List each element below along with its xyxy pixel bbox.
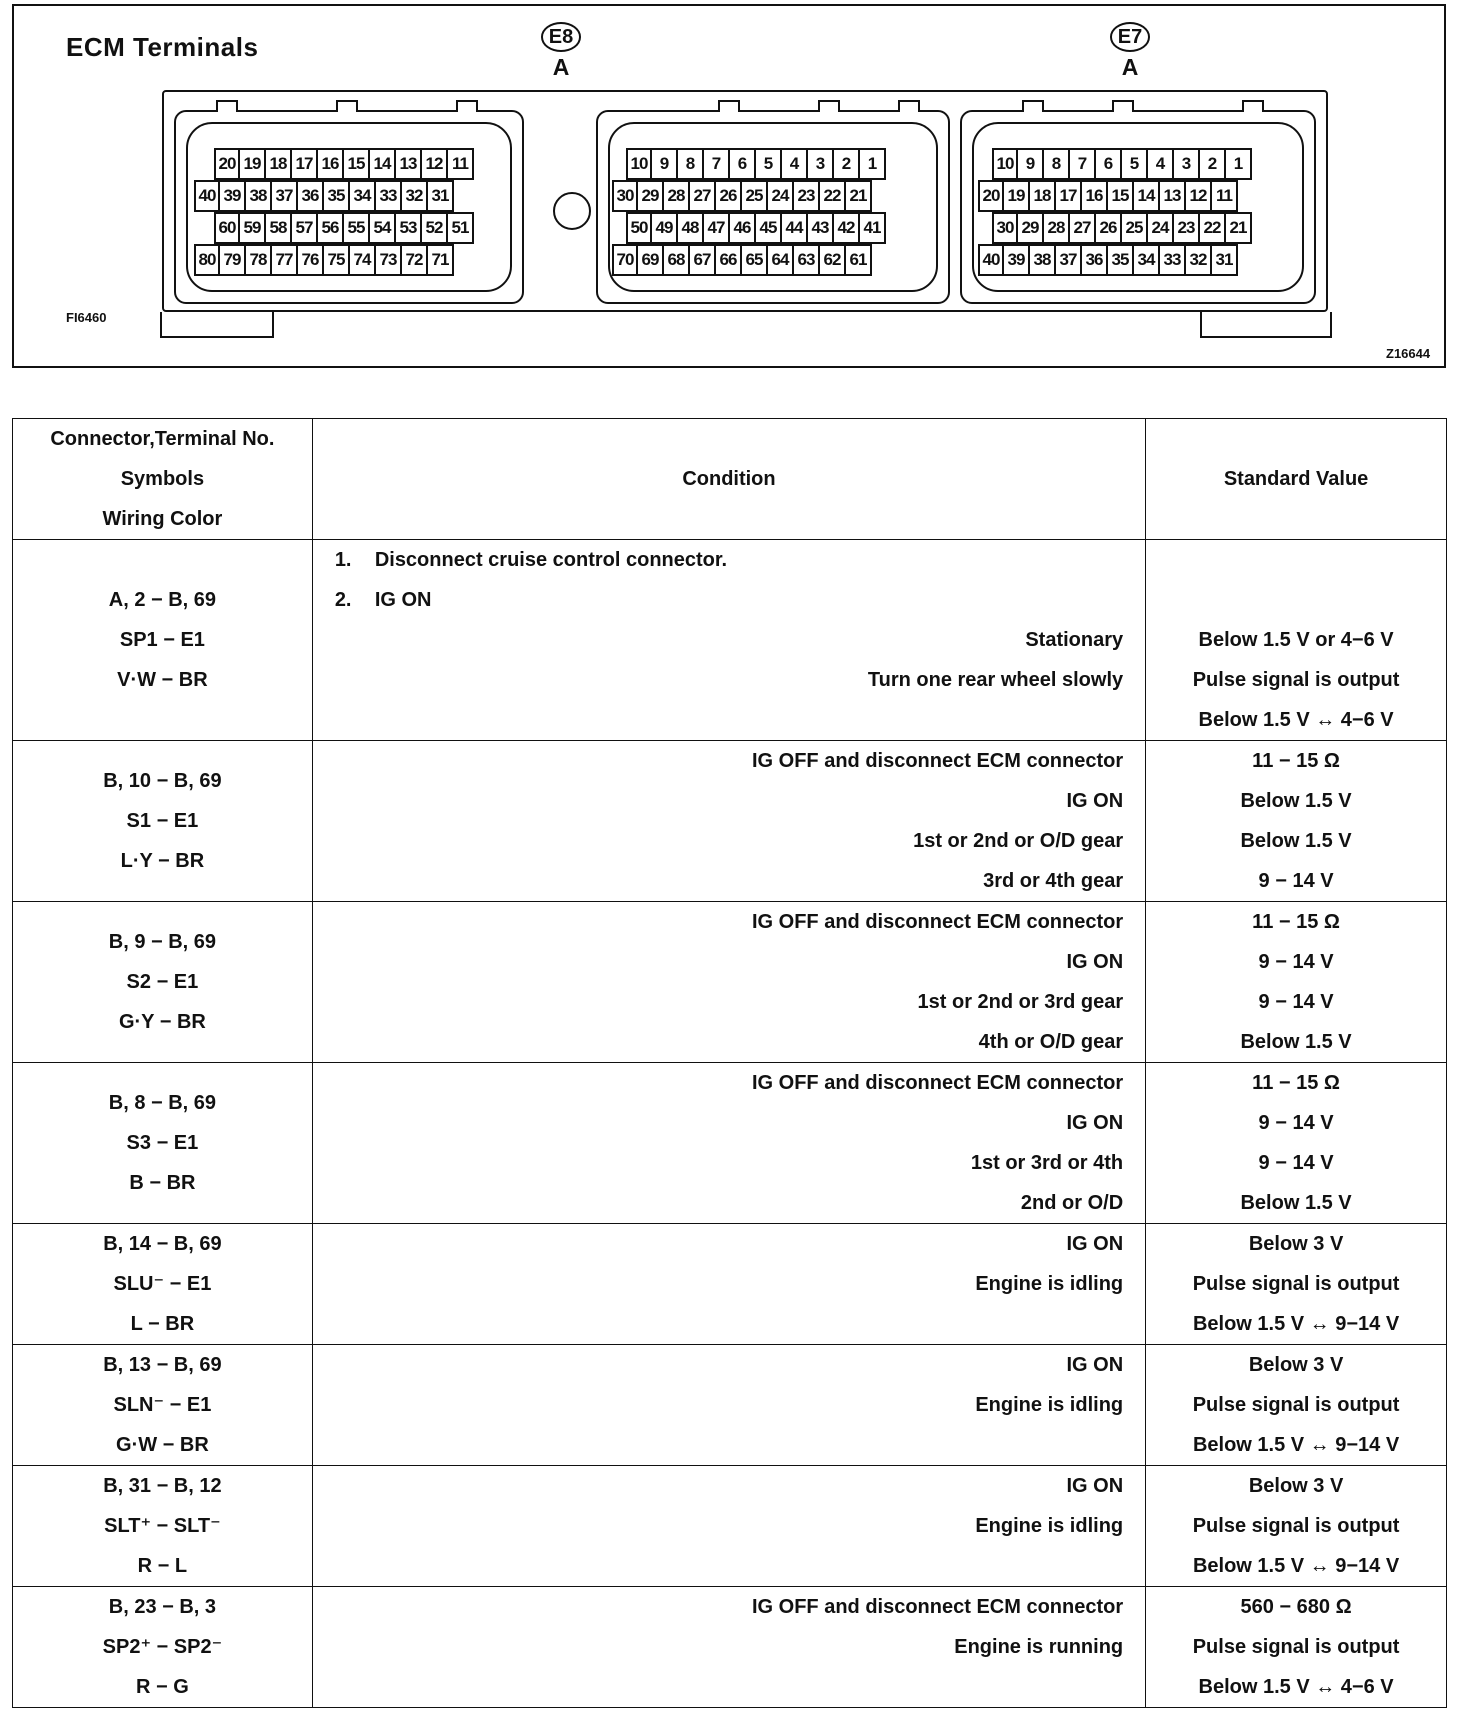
pin-number: 9 — [652, 150, 678, 180]
connector-b-left-block — [174, 110, 524, 304]
condition-line: IG ON — [1066, 790, 1124, 812]
pin-number: 79 — [220, 246, 246, 276]
pin-number: 41 — [860, 214, 886, 244]
figure-code-right: Z16644 — [1386, 346, 1431, 361]
pin-number: 10 — [992, 150, 1018, 180]
pin-number: 25 — [742, 182, 768, 212]
table-row — [13, 1224, 1447, 1345]
pin-number: 43 — [808, 214, 834, 244]
standard-value: Pulse signal is output — [1192, 1273, 1400, 1295]
pin-number: 58 — [266, 214, 292, 244]
terminal-symbols: S3 − E1 — [126, 1132, 199, 1154]
pin-row — [214, 148, 474, 180]
condition-cell — [312, 902, 1145, 1063]
standard-value: 560 − 680 Ω — [1240, 1596, 1352, 1618]
block-tab — [336, 100, 358, 112]
standard-value: Below 1.5 V — [1240, 1192, 1352, 1214]
pin-number: 35 — [1108, 246, 1134, 276]
terminal-spec-table — [12, 418, 1447, 1708]
pin-number: 62 — [820, 246, 846, 276]
pin-number: 80 — [194, 246, 220, 276]
condition-line: IG OFF and disconnect ECM connector — [751, 911, 1124, 933]
pin-number: 39 — [220, 182, 246, 212]
pin-number: 24 — [768, 182, 794, 212]
terminal-wiring: R − G — [136, 1676, 189, 1698]
pin-number: 52 — [422, 214, 448, 244]
standard-value: Below 1.5 V — [1240, 1031, 1352, 1053]
terminal-terminal: B, 10 − B, 69 — [103, 770, 222, 792]
pin-number: 8 — [1044, 150, 1070, 180]
pin-number: 7 — [704, 150, 730, 180]
connector-a-block — [960, 110, 1316, 304]
pin-row — [992, 148, 1252, 180]
standard-value: 11 − 15 Ω — [1252, 750, 1340, 772]
pin-number: 21 — [1226, 214, 1252, 244]
pin-number: 26 — [1096, 214, 1122, 244]
pin-row — [612, 180, 872, 212]
standard-value: Below 1.5 V — [1240, 790, 1352, 812]
value-spacer — [1146, 580, 1446, 620]
pin-number: 76 — [298, 246, 324, 276]
pin-number: 36 — [1082, 246, 1108, 276]
condition-line — [313, 1546, 1123, 1586]
pin-number: 60 — [214, 214, 240, 244]
pin-number: 27 — [690, 182, 716, 212]
pin-row — [978, 244, 1238, 276]
condition-cell — [312, 1063, 1145, 1224]
pin-number: 12 — [422, 150, 448, 180]
table-row — [13, 1466, 1447, 1587]
pin-number: 28 — [1044, 214, 1070, 244]
pin-number: 16 — [1082, 182, 1108, 212]
step-number: 2. — [334, 589, 352, 611]
pin-number: 31 — [1212, 246, 1238, 276]
condition-line: 2nd or O/D — [1020, 1192, 1124, 1214]
pin-number: 15 — [1108, 182, 1134, 212]
standard-value: Pulse signal is output — [1192, 669, 1400, 691]
standard-value: Pulse signal is output — [1192, 1515, 1400, 1537]
condition-line — [313, 1425, 1123, 1465]
connector-letter: A — [1121, 54, 1139, 80]
condition-cell — [312, 741, 1145, 902]
pin-number: 3 — [808, 150, 834, 180]
pin-number: 30 — [992, 214, 1018, 244]
terminal-wiring: G·W − BR — [116, 1434, 209, 1456]
condition-line: IG ON — [1066, 951, 1124, 973]
terminal-terminal: A, 2 − B, 69 — [108, 589, 217, 611]
terminal-wiring: L·Y − BR — [120, 850, 205, 872]
terminal-symbols: SLT⁺ − SLT⁻ — [104, 1515, 221, 1537]
table-row — [13, 1587, 1447, 1708]
terminal-terminal: B, 8 − B, 69 — [108, 1092, 217, 1114]
pin-number: 33 — [376, 182, 402, 212]
condition-cell — [312, 1587, 1145, 1708]
pin-number: 56 — [318, 214, 344, 244]
standard-value: Pulse signal is output — [1192, 1636, 1400, 1658]
standard-value: Below 3 V — [1248, 1475, 1344, 1497]
condition-line: Turn one rear wheel slowly — [867, 669, 1124, 691]
standard-value: 9 − 14 V — [1258, 991, 1334, 1013]
pin-number: 2 — [834, 150, 860, 180]
block-tab — [818, 100, 840, 112]
step-text: Disconnect cruise control connector. — [374, 549, 728, 571]
standard-value: Below 3 V — [1248, 1354, 1344, 1376]
condition-line: IG ON — [1066, 1233, 1124, 1255]
pin-number: 17 — [1056, 182, 1082, 212]
table-row — [13, 902, 1447, 1063]
pin-number: 28 — [664, 182, 690, 212]
pin-number: 5 — [1122, 150, 1148, 180]
connector-code: E8 — [541, 22, 581, 52]
value-cell — [1146, 540, 1447, 741]
pin-row — [626, 148, 886, 180]
standard-value: 9 − 14 V — [1258, 870, 1334, 892]
block-tab — [898, 100, 920, 112]
standard-value: 11 − 15 Ω — [1252, 1072, 1340, 1094]
pin-number: 45 — [756, 214, 782, 244]
pin-number: 48 — [678, 214, 704, 244]
standard-value: Below 1.5 V ↔ 9−14 V — [1192, 1555, 1400, 1577]
pin-number: 21 — [846, 182, 872, 212]
pin-number: 72 — [402, 246, 428, 276]
pin-number: 15 — [344, 150, 370, 180]
standard-value: 9 − 14 V — [1258, 1112, 1334, 1134]
terminal-wiring: G·Y − BR — [118, 1011, 206, 1033]
condition-cell — [312, 1466, 1145, 1587]
connector-b-right-pins — [612, 148, 886, 276]
pin-number: 19 — [240, 150, 266, 180]
header-line: Wiring Color — [102, 508, 223, 530]
condition-line: Stationary — [1025, 629, 1124, 651]
pin-number: 29 — [638, 182, 664, 212]
connector-b-left-pins — [194, 148, 474, 276]
header-condition: Condition — [312, 419, 1145, 540]
table-header-row — [13, 419, 1447, 540]
condition-line: 4th or O/D gear — [978, 1031, 1124, 1053]
value-cell — [1146, 1587, 1447, 1708]
pin-row — [214, 212, 474, 244]
condition-line: 1st or 3rd or 4th — [970, 1152, 1124, 1174]
pin-number: 17 — [292, 150, 318, 180]
pin-number: 74 — [350, 246, 376, 276]
table-body — [13, 540, 1447, 1708]
header-line: Connector,Terminal No. — [50, 428, 275, 450]
procedure-step — [313, 580, 1123, 620]
condition-cell — [312, 1345, 1145, 1466]
connector-label-e8 — [526, 22, 596, 81]
block-tab — [1112, 100, 1134, 112]
pin-number: 75 — [324, 246, 350, 276]
terminal-cell — [13, 1224, 313, 1345]
connector-label-e7 — [1095, 22, 1165, 81]
pin-number: 33 — [1160, 246, 1186, 276]
header-terminal — [13, 419, 313, 540]
terminal-wiring: V·W − BR — [117, 669, 208, 691]
value-cell — [1146, 1345, 1447, 1466]
terminal-symbols: S1 − E1 — [126, 810, 199, 832]
condition-line: IG ON — [1066, 1112, 1124, 1134]
figure-code-left: FI6460 — [66, 310, 107, 325]
pin-number: 20 — [978, 182, 1004, 212]
value-cell — [1146, 741, 1447, 902]
standard-value: Below 1.5 V ↔ 4−6 V — [1198, 1676, 1394, 1698]
condition-line: IG OFF and disconnect ECM connector — [751, 750, 1124, 772]
step-number: 1. — [334, 549, 352, 571]
pin-number: 70 — [612, 246, 638, 276]
pin-number: 22 — [820, 182, 846, 212]
standard-value: Below 1.5 V — [1240, 830, 1352, 852]
pin-number: 3 — [1174, 150, 1200, 180]
terminal-cell — [13, 1466, 313, 1587]
pin-number: 32 — [402, 182, 428, 212]
standard-value: 9 − 14 V — [1258, 951, 1334, 973]
pin-number: 7 — [1070, 150, 1096, 180]
terminal-symbols: S2 − E1 — [126, 971, 199, 993]
value-cell — [1146, 1466, 1447, 1587]
standard-value: Below 3 V — [1248, 1233, 1344, 1255]
pin-row — [194, 244, 454, 276]
terminal-terminal: B, 13 − B, 69 — [103, 1354, 222, 1376]
terminal-symbols: SLN⁻ − E1 — [113, 1394, 212, 1416]
table-row — [13, 540, 1447, 741]
pin-number: 19 — [1004, 182, 1030, 212]
standard-value: Below 1.5 V ↔ 9−14 V — [1192, 1434, 1400, 1456]
terminal-wiring: R − L — [137, 1555, 188, 1577]
terminal-cell — [13, 902, 313, 1063]
pin-number: 66 — [716, 246, 742, 276]
table-row — [13, 1345, 1447, 1466]
terminal-terminal: B, 31 − B, 12 — [103, 1475, 222, 1497]
condition-line: Engine is running — [954, 1636, 1124, 1658]
pin-number: 18 — [1030, 182, 1056, 212]
pin-row — [612, 244, 872, 276]
pin-number: 51 — [448, 214, 474, 244]
pin-number: 25 — [1122, 214, 1148, 244]
condition-line: IG ON — [1066, 1354, 1124, 1376]
pin-number: 71 — [428, 246, 454, 276]
terminal-terminal: B, 14 − B, 69 — [103, 1233, 222, 1255]
terminal-wiring: B − BR — [129, 1172, 196, 1194]
pin-number: 77 — [272, 246, 298, 276]
pin-number: 44 — [782, 214, 808, 244]
pin-number: 67 — [690, 246, 716, 276]
pin-number: 4 — [782, 150, 808, 180]
pin-number: 6 — [730, 150, 756, 180]
pin-number: 46 — [730, 214, 756, 244]
pin-row — [626, 212, 886, 244]
connector-b-right-block — [596, 110, 950, 304]
terminal-symbols: SLU⁻ − E1 — [113, 1273, 212, 1295]
condition-line: 1st or 2nd or O/D gear — [913, 830, 1124, 852]
table-row — [13, 741, 1447, 902]
terminal-cell — [13, 741, 313, 902]
pin-number: 38 — [1030, 246, 1056, 276]
pin-number: 16 — [318, 150, 344, 180]
standard-value: Below 1.5 V or 4−6 V — [1198, 629, 1394, 651]
block-tab — [718, 100, 740, 112]
connector-a-pins — [978, 148, 1252, 276]
condition-line: 1st or 2nd or 3rd gear — [917, 991, 1124, 1013]
pin-number: 34 — [1134, 246, 1160, 276]
pin-number: 38 — [246, 182, 272, 212]
pin-number: 23 — [794, 182, 820, 212]
pin-number: 40 — [194, 182, 220, 212]
pin-number: 5 — [756, 150, 782, 180]
pin-number: 26 — [716, 182, 742, 212]
pin-number: 59 — [240, 214, 266, 244]
table-row — [13, 1063, 1447, 1224]
pin-number: 6 — [1096, 150, 1122, 180]
pin-number: 69 — [638, 246, 664, 276]
procedure-step — [313, 540, 1123, 580]
terminal-cell — [13, 1587, 313, 1708]
condition-line: Engine is idling — [975, 1515, 1124, 1537]
terminal-wiring: L − BR — [130, 1313, 195, 1335]
pin-number: 23 — [1174, 214, 1200, 244]
condition-line: IG OFF and disconnect ECM connector — [751, 1596, 1124, 1618]
connector-letter: A — [552, 54, 570, 80]
pin-number: 20 — [214, 150, 240, 180]
terminal-cell — [13, 540, 313, 741]
condition-cell — [312, 540, 1145, 741]
value-spacer — [1146, 540, 1446, 580]
mounting-hole — [553, 192, 591, 230]
terminal-cell — [13, 1063, 313, 1224]
pin-number: 68 — [664, 246, 690, 276]
block-tab — [1242, 100, 1264, 112]
pin-number: 61 — [846, 246, 872, 276]
pin-number: 55 — [344, 214, 370, 244]
block-tab — [216, 100, 238, 112]
pin-number: 54 — [370, 214, 396, 244]
condition-cell — [312, 1224, 1145, 1345]
pin-number: 14 — [1134, 182, 1160, 212]
pin-row — [992, 212, 1252, 244]
condition-line — [313, 700, 1123, 740]
standard-value: 9 − 14 V — [1258, 1152, 1334, 1174]
pin-number: 27 — [1070, 214, 1096, 244]
pin-number: 36 — [298, 182, 324, 212]
pin-number: 57 — [292, 214, 318, 244]
pin-number: 42 — [834, 214, 860, 244]
pin-number: 13 — [1160, 182, 1186, 212]
pin-number: 4 — [1148, 150, 1174, 180]
value-cell — [1146, 1063, 1447, 1224]
header-standard-value: Standard Value — [1146, 419, 1447, 540]
pin-number: 2 — [1200, 150, 1226, 180]
terminal-symbols: SP2⁺ − SP2⁻ — [102, 1636, 223, 1658]
condition-line — [313, 1667, 1123, 1707]
pin-number: 14 — [370, 150, 396, 180]
pin-row — [194, 180, 454, 212]
standard-value: Pulse signal is output — [1192, 1394, 1400, 1416]
pin-number: 10 — [626, 150, 652, 180]
standard-value: Below 1.5 V ↔ 9−14 V — [1192, 1313, 1400, 1335]
header-line: Symbols — [120, 468, 205, 490]
pin-number: 9 — [1018, 150, 1044, 180]
pin-number: 49 — [652, 214, 678, 244]
block-tab — [1022, 100, 1044, 112]
pin-number: 30 — [612, 182, 638, 212]
pin-number: 22 — [1200, 214, 1226, 244]
pin-number: 65 — [742, 246, 768, 276]
pin-number: 1 — [1226, 150, 1252, 180]
pin-number: 37 — [1056, 246, 1082, 276]
pin-number: 78 — [246, 246, 272, 276]
pin-number: 53 — [396, 214, 422, 244]
value-cell — [1146, 1224, 1447, 1345]
value-cell — [1146, 902, 1447, 1063]
pin-number: 31 — [428, 182, 454, 212]
pin-number: 39 — [1004, 246, 1030, 276]
pin-number: 29 — [1018, 214, 1044, 244]
pin-number: 40 — [978, 246, 1004, 276]
condition-line: IG OFF and disconnect ECM connector — [751, 1072, 1124, 1094]
ecm-terminal-diagram — [12, 4, 1446, 368]
pin-number: 12 — [1186, 182, 1212, 212]
condition-line: Engine is idling — [975, 1394, 1124, 1416]
pin-number: 1 — [860, 150, 886, 180]
condition-line: 3rd or 4th gear — [983, 870, 1124, 892]
housing-latch — [1200, 312, 1332, 338]
housing-latch — [160, 312, 274, 338]
diagram-title: ECM Terminals — [66, 32, 259, 62]
standard-value: 11 − 15 Ω — [1252, 911, 1340, 933]
pin-number: 35 — [324, 182, 350, 212]
pin-number: 8 — [678, 150, 704, 180]
block-tab — [456, 100, 478, 112]
terminal-terminal: B, 9 − B, 69 — [108, 931, 217, 953]
pin-number: 34 — [350, 182, 376, 212]
pin-number: 18 — [266, 150, 292, 180]
pin-number: 63 — [794, 246, 820, 276]
pin-number: 37 — [272, 182, 298, 212]
pin-number: 11 — [448, 150, 474, 180]
connector-code: E7 — [1110, 22, 1150, 52]
pin-number: 73 — [376, 246, 402, 276]
pin-number: 11 — [1212, 182, 1238, 212]
pin-number: 24 — [1148, 214, 1174, 244]
terminal-symbols: SP1 − E1 — [119, 629, 205, 651]
step-text: IG ON — [374, 589, 432, 611]
pin-row — [978, 180, 1238, 212]
standard-value: Below 1.5 V ↔ 4−6 V — [1198, 709, 1394, 731]
condition-line — [313, 1304, 1123, 1344]
pin-number: 64 — [768, 246, 794, 276]
condition-line: Engine is idling — [975, 1273, 1124, 1295]
terminal-cell — [13, 1345, 313, 1466]
condition-line: IG ON — [1066, 1475, 1124, 1497]
terminal-terminal: B, 23 − B, 3 — [108, 1596, 217, 1618]
pin-number: 50 — [626, 214, 652, 244]
pin-number: 13 — [396, 150, 422, 180]
pin-number: 47 — [704, 214, 730, 244]
pin-number: 32 — [1186, 246, 1212, 276]
